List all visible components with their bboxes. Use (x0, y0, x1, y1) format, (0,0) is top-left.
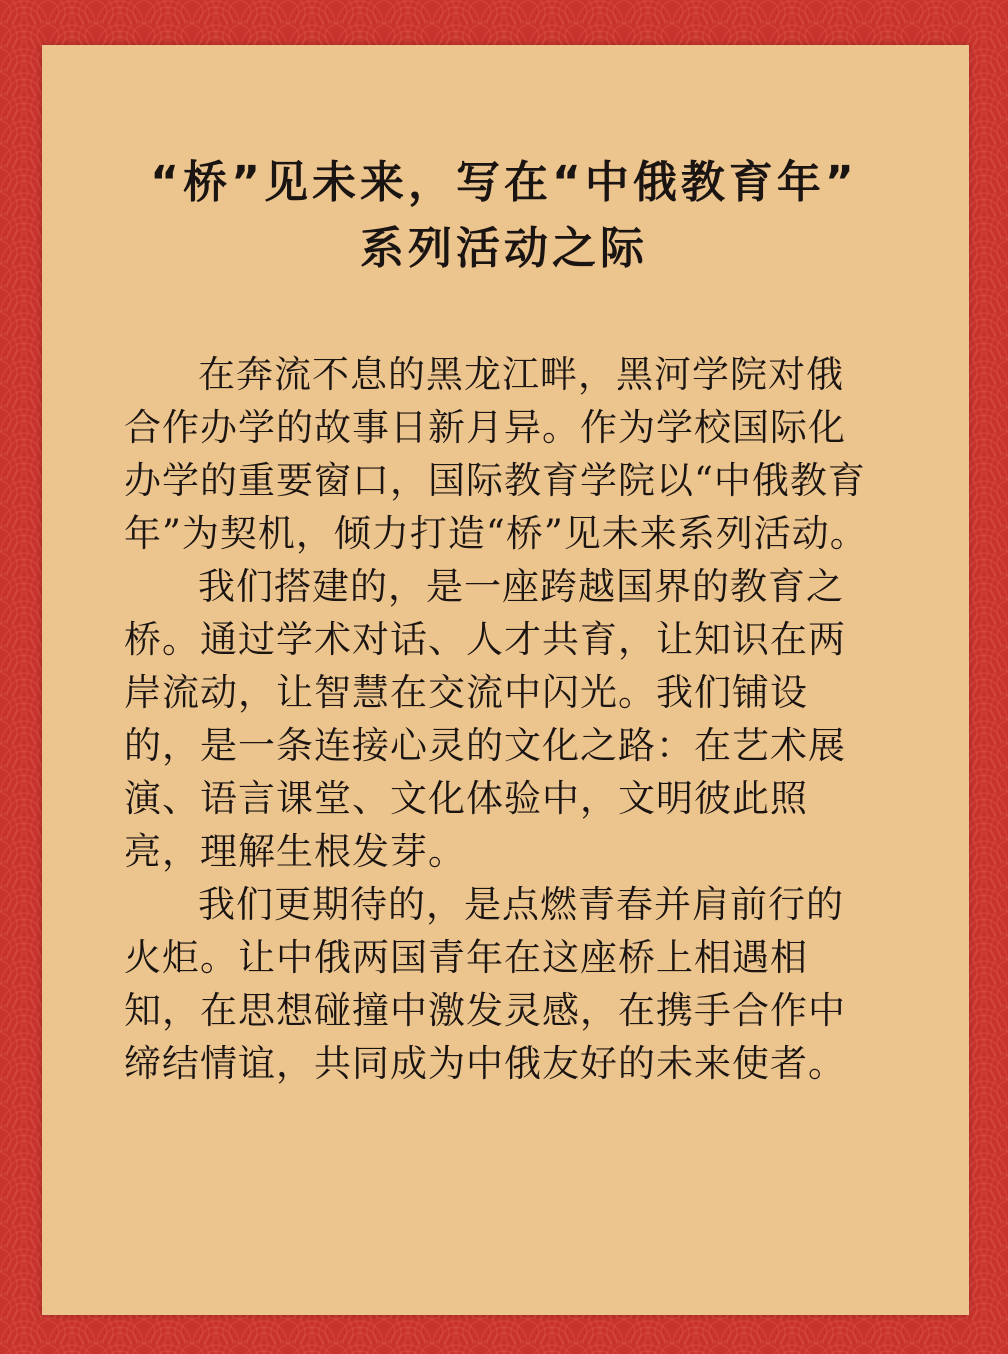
paragraph: 在奔流不息的黑龙江畔，黑河学院对俄合作办学的故事日新月异。作为学校国际化办学的重要窗口，国际教育学院以“中俄教育年”为契机，倾力打造“桥”见未来系列活动。 (124, 353, 868, 555)
title-line-1: “桥”见未来，写在“中俄教育年” (150, 157, 858, 208)
page-title (0, 150, 1008, 282)
article-body (124, 348, 879, 1090)
title-line-2: 系列活动之际 (360, 223, 648, 274)
paragraph: 我们更期待的，是点燃青春并肩前行的火炬。让中俄两国青年在这座桥上相遇相知，在思想碰撞中激发灵感，在携手合作中缔结情谊，共同成为中俄友好的未来使者。 (124, 883, 846, 1085)
paragraph: 我们搭建的，是一座跨越国界的教育之桥。通过学术对话、人才共育，让知识在两岸流动，让智慧在交流中闪光。我们铺设的，是一条连接心灵的文化之路：在艺术展演、语言课堂、文化体验中，文明彼此照亮，理解生根发芽。 (124, 565, 846, 873)
